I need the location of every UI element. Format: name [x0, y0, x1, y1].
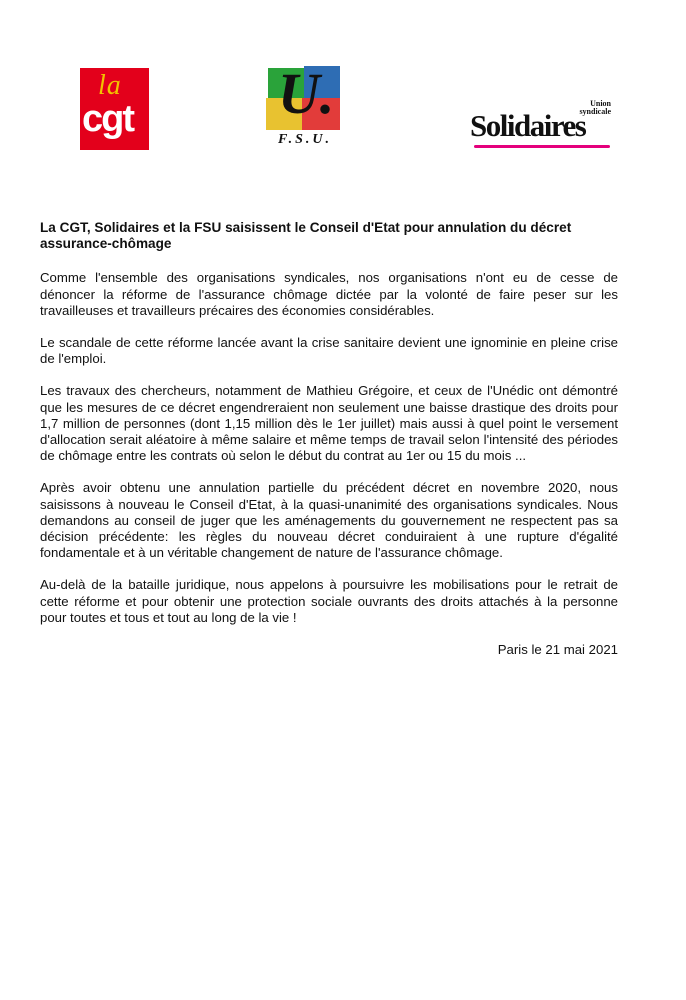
fsu-logo: [264, 61, 342, 154]
cgt-logo: [80, 68, 149, 150]
solidaires-logo: [470, 100, 615, 152]
document-date: Paris le 21 mai 2021: [497, 642, 618, 658]
fsu-logo-letter: U.: [278, 61, 335, 126]
fsu-logo-caption: F.S.U.: [278, 132, 332, 147]
document-title: La CGT, Solidaires et la FSU saisissent le Conseil d'Etat pour annulation du décret assurance-chômage: [40, 220, 572, 252]
paragraph: Les travaux des chercheurs, notamment de Mathieu Grégoire, et ceux de l'Unédic ont démontré que les mesures de ce décret engendreraient non seulement une baisse drastique des droits pour 1,7 million de personnes (dont 1,15 million dès le 1er juillet) mais aussi à quel point le versement d'allocation serait aléatoire à même salaire et même temps de travail selon l'intensité des périodes de chômage entre les contrats où selon le début du contrat au 1er ou 15 du mois ...: [40, 383, 618, 464]
paragraph: Au-delà de la bataille juridique, nous appelons à poursuivre les mobilisations pour le retrait de cette réforme et pour obtenir une protection sociale ouvrants des droits attachés à la personne pour toutes et tous et tout au long de la vie !: [40, 577, 618, 625]
cgt-logo-text: cgt: [82, 98, 133, 140]
solidaires-logo-syndicale: syndicale: [579, 107, 611, 116]
solidaires-logo-union: Union: [590, 99, 611, 108]
paragraph: Après avoir obtenu une annulation partielle du précédent décret en novembre 2020, nous saisissons à nouveau le Conseil d'Etat, à la quasi-unanimité des organisations syndicales. Nous demandons au conseil de juger que les aménagements du gouvernement ne respectent pas sa décision précédente: les règles du nouveau décret conduiraient à une rupture d'égalité fondamentale et à un véritable changement de nature de l'assurance chômage.: [40, 480, 618, 561]
solidaires-logo-underline: [474, 145, 610, 148]
press-release: [40, 220, 618, 658]
paragraph: Comme l'ensemble des organisations syndicales, nos organisations n'ont eu de cesse de dénoncer la réforme de l'assurance chômage dictée par la volonté de faire peser sur les travailleuses et travailleurs précaires des économies considérables.: [40, 270, 618, 318]
paragraph: Le scandale de cette réforme lancée avant la crise sanitaire devient une ignominie en pleine crise de l'emploi.: [40, 335, 618, 367]
solidaires-logo-text: Solidaires: [470, 108, 586, 143]
cgt-logo-la: la: [98, 70, 122, 101]
